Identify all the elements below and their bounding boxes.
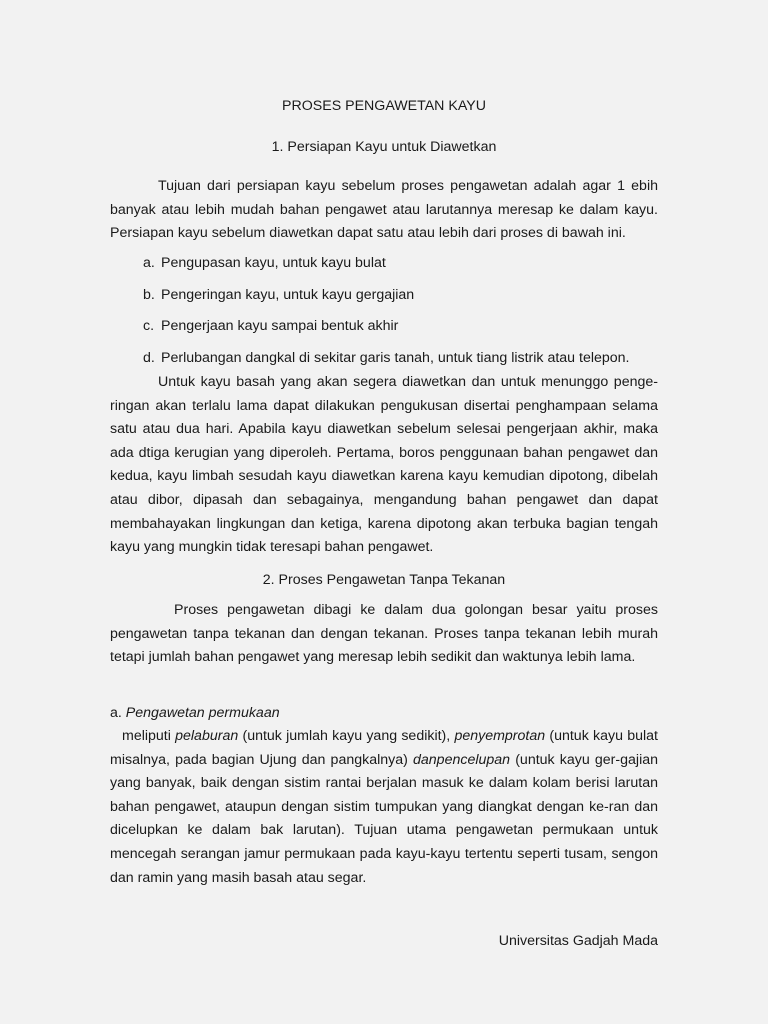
list-marker: c. [143, 318, 155, 334]
term-pelaburan: pelaburan [175, 728, 239, 744]
list-item [143, 350, 630, 366]
footer-institution: Universitas Gadjah Mada [498, 933, 658, 949]
list-marker: b. [143, 287, 155, 303]
section-2-intro-paragraph: Proses pengawetan dibagi ke dalam dua golongan besar yaitu proses pengawetan tanpa tekanan dan dengan tekanan. Proses tanpa tekanan lebih murah tetapi jumlah bahan pengawet yang meresap lebih sedikit dan waktunya lebih lama. [110, 602, 658, 666]
body-text: meliputi [122, 728, 176, 744]
list-item-text: Pengupasan kayu, untuk kayu bulat [161, 255, 386, 271]
section-2-heading: 2. Proses Pengawetan Tanpa Tekanan [262, 572, 506, 588]
section-1-heading: 1. Persiapan Kayu untuk Diawetkan [271, 139, 497, 155]
list-item [143, 318, 398, 334]
list-item [143, 287, 414, 303]
list-marker: a. [143, 255, 155, 271]
subheading-marker: a. [110, 705, 122, 721]
body-text: (untuk kayu bulat misalnya, pada bagian Ujung dan pangkalnya) [110, 728, 658, 768]
list-marker: d. [143, 350, 155, 366]
list-item-text: Perlubangan dangkal di sekitar garis tanah, untuk tiang listrik atau telepon. [161, 350, 630, 366]
subheading-text: Pengawetan permukaan [125, 705, 280, 721]
term-pencelupan: danpencelupan [413, 751, 511, 768]
list-item [143, 255, 386, 271]
subsection-body-paragraph [110, 725, 658, 890]
body-text: (untuk kayu ger-gajian yang banyak, baik dengan sistim rantai berjalan masuk ke dalam kolam berisi larutan bahan pengawet, ataupun dengan sistim tumpukan yang diangkat dengan ke-ran dan dicelupkan ke dalam bak larutan). Tujuan utama pengawetan permukaan untuk mencegah serangan jamur permukaan pada kayu-kayu tertentu seperti tusam, sengon dan ramin yang masih basah atau segar. [110, 751, 658, 886]
section-1-intro-paragraph: Tujuan dari persiapan kayu sebelum proses pengawetan adalah agar 1 ebih banyak atau lebih mudah bahan pengawet atau larutannya meresap ke dalam kayu. Persiapan kayu sebelum diawetkan dapat satu atau lebih dari proses di bawah ini. [110, 178, 658, 242]
body-text: (untuk jumlah kayu yang sedikit), [238, 728, 455, 744]
subheading [110, 705, 280, 721]
section-1-body-paragraph: Untuk kayu basah yang akan segera diawetkan dan untuk menunggo penge-ringan akan terlalu lama dapat dilakukan pengukusan disertai penghampaan selama satu atau dua hari. Apabila kayu diawetkan sebelum selesai pengerjaan akhir, maka ada dtiga kerugian yang diperoleh. Pertama, boros penggunaan bahan pengawet dan kedua, kayu limbah sesudah kayu diawetkan karena kayu kemudian dipotong, dibelah atau dibor, dipasah dan sebagainya, mengandung bahan pengawet dan dapat membahayakan lingkungan dan ketiga, karena dipotong akan terbuka bagian tengah kayu yang mungkin tidak teresapi bahan pengawet. [110, 374, 658, 556]
term-penyemprotan: penyemprotan [454, 728, 546, 744]
document-title: PROSES PENGAWETAN KAYU [282, 98, 486, 114]
list-item-text: Pengerjaan kayu sampai bentuk akhir [161, 318, 399, 334]
list-item-text: Pengeringan kayu, untuk kayu gergajian [161, 287, 415, 303]
